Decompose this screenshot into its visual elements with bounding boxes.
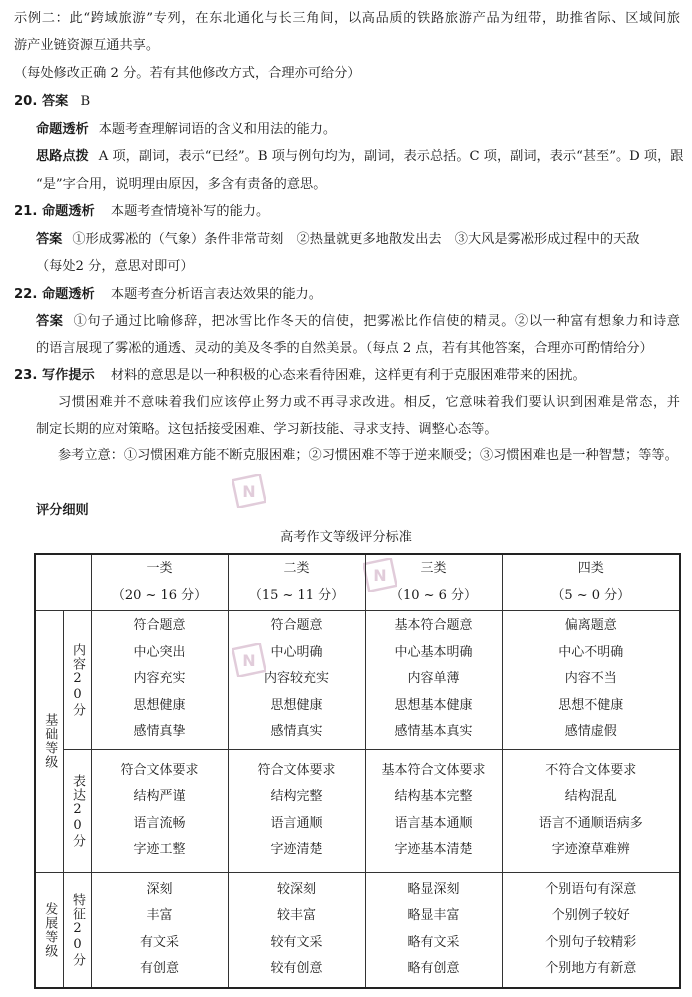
- table-row: [35, 610, 680, 749]
- text-line: 示例二：此“跨域旅游”专列，在东北通化与长三角间，以高品质的铁路旅游产品为纽带，助推省际、区域间旅: [14, 11, 680, 26]
- criteria-item: 思想健康: [270, 697, 323, 713]
- question-23: [14, 367, 680, 385]
- criteria-item: 中心基本明确: [394, 644, 473, 660]
- group-label-develop: 发展等级: [35, 872, 63, 988]
- criteria-item: 字迹潦草难辨: [551, 842, 630, 857]
- criteria-item: 基本符合题意: [394, 618, 473, 634]
- criteria-item: 个别语句有深意: [545, 881, 637, 897]
- question-number: 22. 命题透析: [14, 287, 95, 302]
- svg-text:N: N: [242, 482, 256, 501]
- table-title: 高考作文等级评分标准: [280, 530, 412, 545]
- label-answer: 答案: [36, 314, 64, 329]
- criteria-item: 思想健康: [133, 697, 186, 713]
- criteria-cell: [91, 872, 228, 988]
- criteria-cell: [365, 749, 502, 872]
- criteria-item: 感情真挚: [133, 724, 186, 740]
- criteria-item: 略显丰富: [407, 908, 460, 924]
- criteria-item: 中心突出: [133, 644, 186, 660]
- criteria-item: 感情真实: [270, 724, 323, 740]
- criteria-item: 丰富: [146, 908, 173, 924]
- criteria-item: 较丰富: [276, 908, 316, 924]
- criteria-item: 个别例子较好: [551, 908, 630, 924]
- text-line: （每处修改正确 2 分。若有其他修改方式，合理亦可给分）: [14, 66, 361, 81]
- grading-table: [34, 553, 681, 989]
- criteria-item: 较有创意: [270, 961, 323, 977]
- sub-label-feature: 特征20分: [63, 872, 91, 988]
- answer-line: [36, 313, 680, 331]
- question-21: [14, 203, 680, 221]
- grade-range: （10 ~ 6 分）: [389, 588, 478, 604]
- criteria-item: 结构混乱: [564, 789, 617, 804]
- criteria-item: 基本符合文体要求: [381, 762, 486, 778]
- criteria-cell: [91, 610, 228, 749]
- criteria-item: 感情基本真实: [394, 724, 473, 740]
- criteria-item: 较深刻: [276, 881, 316, 897]
- sub-label-expression: 表达20分: [63, 749, 91, 872]
- criteria-item: 内容单薄: [407, 671, 460, 687]
- criteria-item: 结构完整: [270, 789, 323, 804]
- analysis-text: 本题考查情境补写的能力。: [110, 204, 270, 219]
- criteria-cell: [502, 749, 680, 872]
- criteria-item: 字迹工整: [133, 842, 186, 857]
- label-hint: 思路点拨: [36, 149, 89, 164]
- criteria-item: 思想不健康: [558, 697, 624, 713]
- question-number: 23. 写作提示: [14, 368, 95, 383]
- text-line: （每处2 分，意思对即可）: [36, 259, 194, 274]
- svg-text:N: N: [242, 651, 256, 670]
- criteria-cell: [365, 610, 502, 749]
- criteria-item: 个别地方有新意: [545, 961, 637, 977]
- label-answer: 答案: [36, 232, 63, 247]
- text-line: 的语言展现了雾凇的通透、灵动的美及冬季的自然美景。（每点 2 点，若有其他答案，合理亦可酌情给分）: [36, 341, 653, 356]
- criteria-item: 语言基本通顺: [394, 815, 473, 831]
- analysis-line: [36, 121, 680, 139]
- grade-header: [365, 554, 502, 610]
- criteria-item: 略显深刻: [407, 881, 460, 897]
- criteria-item: 偏离题意: [564, 618, 617, 634]
- criteria-item: 有文采: [139, 934, 179, 950]
- text-line: “是”字合用，说明理由原因，多含有责备的意思。: [36, 177, 327, 192]
- answer-text: ①形成雾凇的（气象）条件非常苛刻 ②热量就更多地散发出去 ③大风是雾凇形成过程中的天敌: [72, 232, 640, 247]
- criteria-cell: [502, 610, 680, 749]
- analysis-text: 本题考查分析语言表达效果的能力。: [110, 287, 322, 302]
- criteria-cell: [228, 610, 365, 749]
- group-label-basic: 基础等级: [35, 610, 63, 872]
- table-header-row: [35, 554, 680, 610]
- question-22: [14, 286, 680, 304]
- prompt-text: 材料的意思是以一种积极的心态来看待困难，这样更有利于克服困难带来的困扰。: [110, 368, 586, 383]
- criteria-item: 符合题意: [270, 618, 323, 634]
- criteria-item: 符合文体要求: [257, 762, 336, 778]
- answer-value: B: [80, 94, 91, 109]
- criteria-item: 思想基本健康: [394, 697, 473, 713]
- text-line: 参考立意：①习惯困难方能不断克服困难；②习惯困难不等于逆来顺受；③习惯困难也是一种智慧；等等。: [58, 448, 678, 463]
- grade-header: [91, 554, 228, 610]
- criteria-item: 语言流畅: [133, 815, 186, 831]
- criteria-item: 字迹清楚: [270, 842, 323, 857]
- watermark-logo-icon: [232, 474, 266, 508]
- criteria-item: 感情虚假: [564, 724, 617, 740]
- criteria-item: 中心明确: [270, 644, 323, 660]
- criteria-item: 略有创意: [407, 961, 460, 977]
- grade-range: （5 ~ 0 分）: [551, 588, 631, 604]
- criteria-item: 字迹基本清楚: [394, 842, 473, 857]
- criteria-item: 内容充实: [133, 671, 186, 687]
- text-line: 游产业链资源互通共享。: [14, 38, 160, 53]
- question-number: 21. 命题透析: [14, 204, 95, 219]
- sub-label-content: 内容20分: [63, 610, 91, 749]
- hint-line: [36, 148, 684, 166]
- grade-name: 一类: [146, 561, 173, 577]
- criteria-cell: [228, 749, 365, 872]
- text-line: 制定长期的应对策略。这包括接受困难、学习新技能、寻求支持、调整心态等。: [36, 422, 498, 437]
- svg-text:N: N: [373, 566, 387, 585]
- criteria-item: 符合文体要求: [120, 762, 199, 778]
- text-line: 习惯困难并不意味着我们应该停止努力或不再寻求改进。相反，它意味着我们要认识到困难是常态，并: [58, 395, 680, 410]
- criteria-item: 略有文采: [407, 934, 460, 950]
- analysis-text: 本题考查理解词语的含义和用法的能力。: [98, 122, 337, 137]
- criteria-item: 语言不通顺语病多: [538, 815, 643, 831]
- criteria-cell: [365, 872, 502, 988]
- grade-header: [228, 554, 365, 610]
- grade-name: 二类: [283, 561, 310, 577]
- grade-header: [502, 554, 680, 610]
- grade-name: 三类: [420, 561, 447, 577]
- criteria-item: 中心不明确: [558, 644, 624, 660]
- criteria-cell: [502, 872, 680, 988]
- criteria-item: 个别句子较精彩: [545, 934, 637, 950]
- question-number: 20. 答案: [14, 94, 69, 109]
- criteria-cell: [228, 872, 365, 988]
- criteria-item: 内容不当: [564, 671, 617, 687]
- criteria-item: 结构严谨: [133, 789, 186, 804]
- grade-name: 四类: [577, 561, 604, 577]
- label-intent: 命题透析: [36, 122, 89, 137]
- criteria-item: 较有文采: [270, 934, 323, 950]
- criteria-item: 结构基本完整: [394, 789, 473, 804]
- table-row: [35, 749, 680, 872]
- answer-text: ①句子通过比喻修辞，把冰雪比作冬天的信使，把雾凇比作信使的精灵。②以一种富有想象力和诗意: [73, 314, 680, 329]
- question-20: [14, 93, 680, 111]
- criteria-item: 语言通顺: [270, 815, 323, 831]
- answer-line: [36, 231, 680, 249]
- criteria-cell: [91, 749, 228, 872]
- table-row: [35, 872, 680, 988]
- grade-range: （15 ~ 11 分）: [248, 588, 345, 604]
- corner-cell: [35, 554, 91, 610]
- hint-text: A 项，副词，表示“已经”。B 项与例句均为，副词，表示总括。C 项，副词，表示“甚至”。D 项，跟: [98, 149, 684, 164]
- section-heading: 评分细则: [36, 503, 89, 518]
- criteria-item: 深刻: [146, 881, 173, 897]
- criteria-item: 符合题意: [133, 618, 186, 634]
- criteria-item: 有创意: [139, 961, 179, 977]
- criteria-item: 内容较充实: [263, 671, 329, 687]
- criteria-item: 不符合文体要求: [545, 762, 637, 778]
- grade-range: （20 ~ 16 分）: [111, 588, 208, 604]
